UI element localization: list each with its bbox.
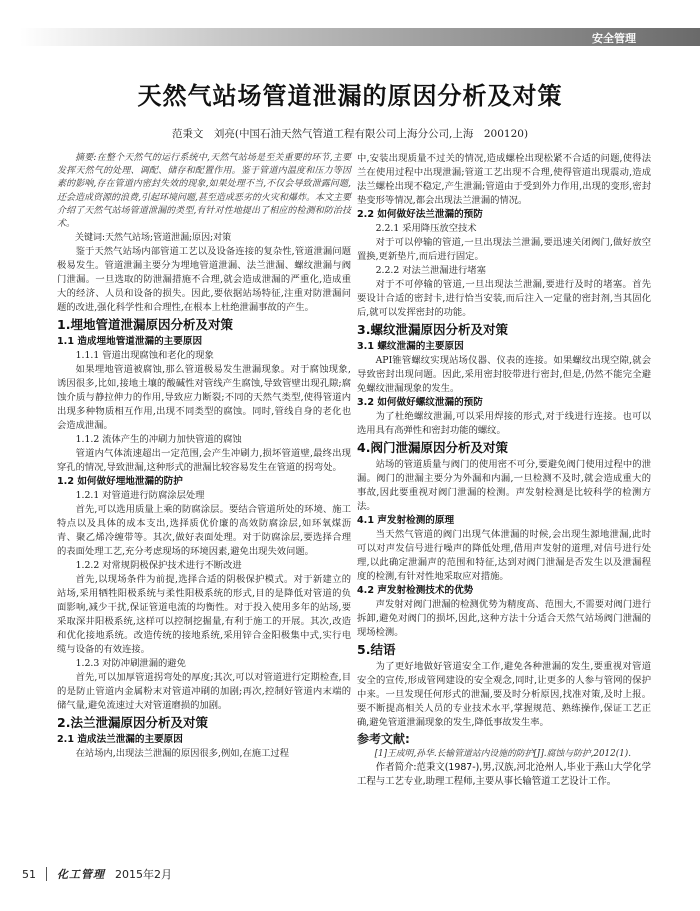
body-paragraph: 当天然气管道的阀门出现气体泄漏的时候,会出现生源地泄漏,此时可以对声发信号进行噪声的降低处理,借用声发射的道理,对信号进行处理,以此确定泄漏声的范围和特征,达到对阀门泄漏是否发生以及泄漏程度的检测,有针对性地采取应对措施。 <box>357 529 651 582</box>
subsubsection-heading: 2.2.2 对法兰泄漏进行堵塞 <box>375 265 486 276</box>
subsubsection-heading: 1.1.2 流体产生的冲刷力加快管道的腐蚀 <box>75 434 242 446</box>
body-paragraph: 为了更好地做好管道安全工作,避免各种泄漏的发生,要重视对管道安全的宣传,形成管网建设的安全观念,同时,让更多的人参与管网的保护中来。一旦发现任何形式的泄漏,要及时分析原因,找准对策,及时上报。要不断提高相关人员的专业技术水平,掌握规范、熟练操作,保证工艺正确,避免管道泄漏现象的发生,降低事故发生率。 <box>357 661 651 728</box>
body-paragraph: 对于不可停输的管道,一旦出现法兰泄漏,要进行及时的堵塞。首先要设计合适的密封卡,进行恰当安装,而后注入一定量的密封剂,当其固化后,就可以发挥密封的功能。 <box>357 279 651 318</box>
abstract: 摘要:在整个天然气的运行系统中,天然气站场是至关重要的环节,主要发挥天然气的处理、调配、储存和配置作用。鉴于管道内温度和压力等因素的影响,存在管道内密封失效的现象,如果处理不当,不仅会导致泄露问题,还会造成资源的浪费,引起环境问题,甚至造成恶劣的火灾和爆炸。本文主要介绍了天然气站场管道泄漏的类型,有针对性地提出了相应的检测和防治技术。 <box>57 153 351 230</box>
right-column <box>357 152 651 789</box>
page-footer <box>22 866 682 882</box>
article-authors: 范秉文 刘亮(中国石油天然气管道工程有限公司上海分公司,上海 200120) <box>171 128 529 140</box>
article-title: 天然气站场管道泄漏的原因分析及对策 <box>137 82 563 110</box>
subsubsection-heading: 1.2.2 对常规阴极保护技术进行不断改进 <box>75 560 242 572</box>
body-paragraph: 首先,可以加厚管道拐弯处的厚度;其次,可以对管道进行定期检查,目的是防止管道内金属粉末对管道冲刷的加剧;再次,控制好管道内末端的储气量,避免流速过大对管道磨损的加剧。 <box>57 672 351 712</box>
section-label: 安全管理 <box>592 32 636 45</box>
body-paragraph: 声发射对阀门泄漏的检测优势为精度高、范围大,不需要对阀门进行拆卸,避免对阀门的损坏,因此,这种方法十分适合天然气站场阀门泄漏的现场检测。 <box>357 599 651 638</box>
subsection-heading: 1.2 如何做好埋地泄漏的防护 <box>57 476 183 488</box>
section-heading: 1.埋地管道泄漏原因分析及对策 <box>57 317 233 333</box>
section-heading: 3.螺纹泄漏原因分析及对策 <box>357 322 508 337</box>
footer-divider <box>46 867 47 881</box>
body-paragraph: 站场的管道质量与阀门的使用密不可分,要避免阀门使用过程中的泄漏。阀门的泄漏主要分为外漏和内漏,一旦检测不及时,就会造成重大的事故,因此要重视对阀门泄漏的检测。声发射检测是比较科学的检测方法。 <box>357 459 651 512</box>
subsubsection-heading: 1.2.1 对管道进行防腐涂层处理 <box>75 490 205 502</box>
body-paragraph: 对于可以停输的管道,一旦出现法兰泄漏,要迅速关闭阀门,做好放空置换,更新垫片,而后进行固定。 <box>357 237 651 262</box>
journal-name: 化工管理 <box>57 868 105 881</box>
subsection-heading: 1.1 造成埋地管道泄漏的主要原因 <box>57 336 203 348</box>
left-column <box>57 152 351 761</box>
author-bio: 作者简介:范秉文(1987-),男,汉族,河北沧州人,毕业于燕山大学化学工程与工艺专业,助理工程师,主要从事长输管道工艺设计工作。 <box>357 762 651 787</box>
reference-item: [1]王成明,孙华.长输管道站内设施的防护[J].腐蚀与防护,2012(1). <box>374 749 632 759</box>
page-number: 51 <box>22 867 36 881</box>
subsubsection-heading: 2.2.1 采用降压放空技术 <box>375 223 477 234</box>
subsection-heading: 4.2 声发射检测技术的优势 <box>357 585 474 596</box>
body-paragraph: 如果埋地管道被腐蚀,那么管道极易发生泄漏现象。对于腐蚀现象,诱因很多,比如,接地土壤的酸碱性对管线产生腐蚀,导致管壁出现孔隙;腐蚀介质与静拉伸力的作用,导致应力断裂;不同的天然气类型,使得管道内出现多种物质相互作用,出现不同类型的腐蚀。同时,管线自身的老化也会造成泄漏。 <box>57 364 351 432</box>
intro-paragraph: 鉴于天然气站场内部管道工艺以及设备连接的复杂性,管道泄漏问题极易发生。管道泄漏主要分为埋地管道泄漏、法兰泄漏、螺纹泄漏与阀门泄漏。一旦选取的防泄漏措施不合理,就会造成泄漏的严重化,造成重大的经济、人员和设备的损失。因此,要依据站场特征,注重对防泄漏问题的改进,强化科学性和合理性,在根本上杜绝泄漏事故的产生。 <box>57 246 351 314</box>
subsubsection-heading: 1.2.3 对防冲刷泄漏的避免 <box>75 658 186 670</box>
section-heading: 2.法兰泄漏原因分析及对策 <box>57 715 208 731</box>
body-paragraph: 中,安装出现质量不过关的情况,造成螺栓出现松紧不合适的问题,使得法兰在使用过程中出现泄漏;管道工艺出现不合理,使得管道出现震动,造成法兰螺栓出现不稳定,产生泄漏;管道由于受到外力作用,出现的变形,密封垫变形等情况,都会出现法兰泄漏的情况。 <box>357 153 651 206</box>
subsection-heading: 4.1 声发射检测的原理 <box>357 515 455 526</box>
body-paragraph: 在站场内,出现法兰泄漏的原因很多,例如,在施工过程 <box>75 748 289 760</box>
body-paragraph: 管道内气体流速超出一定范围,会产生冲刷力,损坏管道壁,最终出现穿孔的情况,导致泄漏,这种形式的泄漏比较容易发生在管道的拐弯处。 <box>57 448 351 474</box>
references-heading: 参考文献: <box>357 732 410 746</box>
body-paragraph: 为了杜绝螺纹泄漏,可以采用焊接的形式,对于线进行连接。也可以选用具有高弹性和密封功能的螺纹。 <box>357 411 651 436</box>
section-banner <box>20 28 700 46</box>
body-paragraph: API锥管螺纹实现站场仪器、仪表的连接。如果螺纹出现空隙,就会导致密封出现问题。因此,采用密封胶带进行密封,但是,仍然不能完全避免螺纹泄漏现象的发生。 <box>357 355 651 394</box>
subsection-heading: 3.2 如何做好螺纹泄漏的预防 <box>357 397 483 408</box>
subsubsection-heading: 1.1.1 管道出现腐蚀和老化的现象 <box>75 350 214 362</box>
body-paragraph: 首先,以现场条件为前提,选择合适的阴极保护模式。对于新建立的站场,采用牺牲阳极系统与柔性阳极系统的形式,目的是降低对管道的负面影响,减少干扰,保证管道电流的均衡性。对于投入使用多年的站场,要采取深井阳极系统,这样可以控制挖掘量,有利于施工的开展。其次,改造和优化接地系统。改造传统的接地系统,采用锌合金阳极集中式,实行电缆与设备的有效连接。 <box>57 574 351 656</box>
issue-date: 2015年2月 <box>115 868 172 881</box>
section-heading: 4.阀门泄漏原因分析及对策 <box>357 440 508 455</box>
subsection-heading: 2.2 如何做好法兰泄漏的预防 <box>357 209 483 220</box>
body-paragraph: 首先,可以选用质量上乘的防腐涂层。要结合管道所处的环境、施工特点以及具体的成本支出,选择质优价廉的高效防腐涂层,如环氧煤沥青、聚乙烯冷缠带等。其次,做好表面处理。对于防腐涂层,要选择合理的表面处理工艺,充分考虑现场的环境因素,避免出现失效问题。 <box>57 504 351 558</box>
section-heading: 5.结语 <box>357 642 396 657</box>
keywords: 关键词:天然气站场;管道泄漏;原因;对策 <box>75 233 232 244</box>
subsection-heading: 3.1 螺纹泄漏的主要原因 <box>357 341 464 352</box>
subsection-heading: 2.1 造成法兰泄漏的主要原因 <box>57 734 183 746</box>
